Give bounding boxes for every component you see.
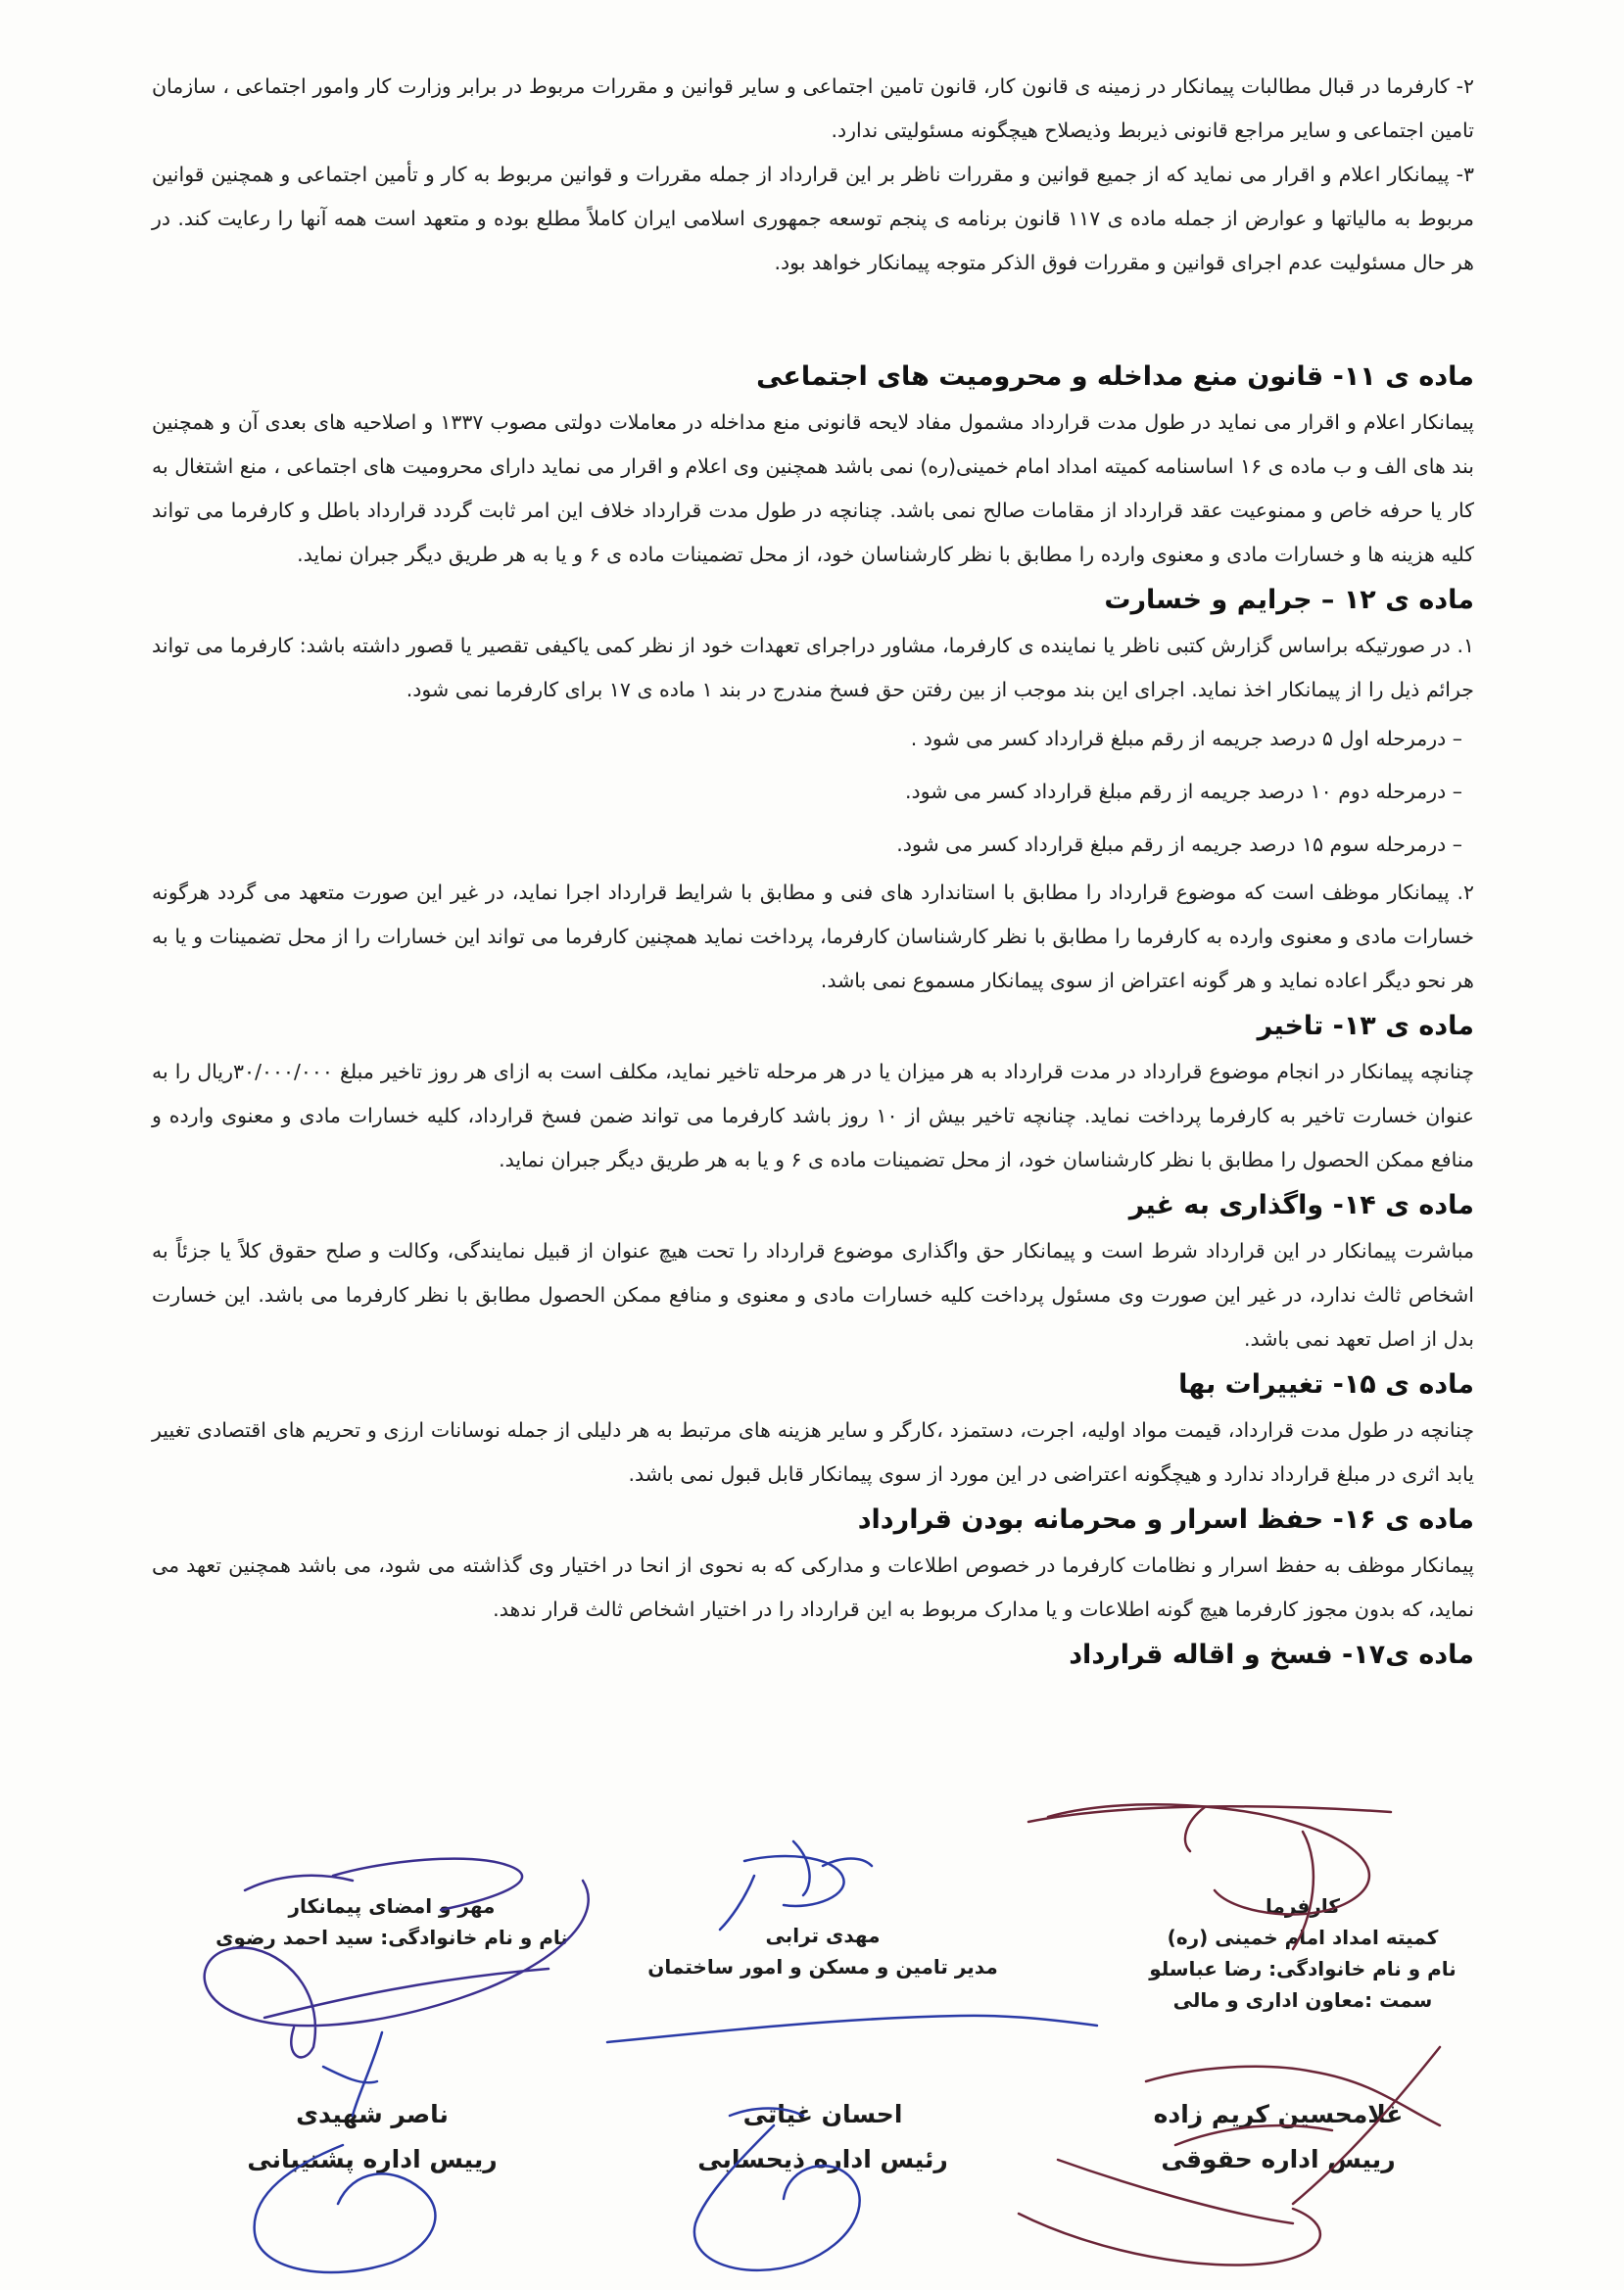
employer-position: سمت :معاون اداری و مالی — [1172, 1988, 1433, 2012]
article-16-heading: ماده ی ۱۶- حفظ اسرار و محرمانه بودن قرارداد — [857, 1504, 1474, 1535]
signer-position: رییس اداره حقوقی — [1161, 2145, 1396, 2173]
article-17-heading: ماده ی۱۷- فسخ و اقاله قرارداد — [1069, 1640, 1474, 1670]
contract-body — [152, 65, 1474, 1679]
article-12-bullet: – درمرحله اول ۵ درصد جریمه از رقم مبلغ قرارداد کسر می شود . — [910, 727, 1462, 750]
contractor-title: مهر و امضای پیمانکار — [288, 1894, 496, 1918]
article-15-heading: ماده ی ۱۵- تغییرات بها — [1178, 1369, 1474, 1400]
article-12-item-2: ۲. پیمانکار موظف است که موضوع قرارداد را مطابق با استاندارد های فنی و مطابق با شرایط قرارداد اجرا نماید، در غیر این صورت متعهد می گردد هرگونه خسارات مادی و معنوی وارده به کارفرما را مطابق با نظر کارشناسان کارفرما، پرداخت نماید همچنین کارفرما می تواند این خسارات را از محل تضمینات و یا به هر نحو دیگر اعاده نماید و هر گونه اعتراض از سوی پیمانکار مسموع نمی باشد. — [152, 881, 1474, 992]
contractor-name: نام و نام خانوادگی: سید احمد رضوی — [215, 1926, 568, 1949]
heading-17-strike — [1028, 1806, 1391, 1822]
spacer — [152, 285, 1474, 354]
article-14-text: مباشرت پیمانکار در این قرارداد شرط است و پیمانکار حق واگذاری موضوع قرارداد را تحت هیچ عنوان از قبیل نمایندگی، وکالت و صلح حقوق کلاً یا جزئاً به اشخاص ثالث ندارد، در غیر این صورت وی مسئول پرداخت کلیه خسارات مادی و معنوی و منافع ممکن الحصول مطابق با نظر کارفرما می باشد. این خسارت بدل از اصل تعهد نمی باشد. — [152, 1239, 1474, 1351]
article-12-heading: ماده ی ۱۲ – جرایم و خسارت — [1104, 585, 1474, 615]
article-13-heading: ماده ی ۱۳- تاخیر — [1257, 1011, 1474, 1041]
article-12-item-1: ۱. در صورتیکه براساس گزارش کتبی ناظر یا نماینده ی کارفرما، مشاور دراجرای تعهدات خود از نظر کمی یاکیفی تقصیر یا قصور داشته باشد: کارفرما می تواند جرائم ذیل را از پیمانکار اخذ نماید. اجرای این بند موجب از بین رفتن حق فسخ مندرج در بند ۱ ماده ی ۱۷ برای کارفرما نمی شود. — [152, 634, 1474, 701]
middle-signer-name: مهدی ترابی — [765, 1924, 881, 1947]
signer-name: غلامحسین کریم زاده — [1153, 2100, 1404, 2128]
employer-title: کارفرما — [1265, 1894, 1341, 1918]
bottom-signature-accounting — [676, 2092, 970, 2182]
employer-org: کمیته امداد امام خمینی (ره) — [1167, 1926, 1439, 1949]
article-14-heading: ماده ی ۱۴- واگذاری به غیر — [1128, 1190, 1474, 1220]
middle-signature-block — [627, 1920, 1019, 1982]
signer-position: رئیس اداره ذیحسابی — [697, 2145, 948, 2173]
bottom-signature-legal — [1117, 2092, 1440, 2182]
contractor-signature-ink — [205, 1859, 589, 2058]
contractor-signature-block — [196, 1890, 588, 1953]
article-13-text: چنانچه پیمانکار در انجام موضوع قرارداد در مدت قرارداد به هر میزان یا در هر مرحله تاخیر نماید، مکلف است به ازای هر روز تاخیر مبلغ ۳۰/۰۰۰/۰۰۰ریال را به عنوان خسارت تاخیر به کارفرما پرداخت نماید. چنانچه تاخیر بیش از ۱۰ روز باشد کارفرما می تواند ضمن فسخ قرارداد، کلیه خسارات مادی و معنوی وارده و منافع ممکن الحصول را مطابق با نظر کارشناسان خود، از محل تضمینات ماده ی ۶ و یا به هر طریق دیگر جبران نماید. — [152, 1060, 1474, 1171]
clause-3: ۳- پیمانکار اعلام و اقرار می نماید که از جمیع قوانین و مقررات ناظر بر این قرارداد از جمله مقررات و قوانین مربوط به کار و تأمین اجتماعی و همچنین قوانین مربوط به مالیاتها و عوارض از جمله ماده ی ۱۱۷ قانون برنامه ی پنجم توسعه جمهوری اسلامی ایران کاملاً مطلع بوده و متعهد است همه آنها را رعایت کند. در هر حال مسئولیت عدم اجرای قوانین و مقررات فوق الذکر متوجه پیمانکار خواهد بود. — [152, 163, 1474, 274]
article-11-heading: ماده ی ۱۱- قانون منع مداخله و محرومیت های اجتماعی — [756, 361, 1474, 392]
signer-name: احسان غیاثی — [742, 2100, 903, 2128]
article-16-text: پیمانکار موظف به حفظ اسرار و نظامات کارفرما در خصوص اطلاعات و مدارکی که به نحوی از انحا در اختیار وی گذاشته می شود، می باشد همچنین تعهد می نماید، که بدون مجوز کارفرما هیچ گونه اطلاعات و یا مدارک مربوط به این قرارداد را در اختیار اشخاص ثالث قرار ندهد. — [152, 1553, 1474, 1621]
clause-2: ۲- کارفرما در قبال مطالبات پیمانکار در زمینه ی قانون کار، قانون تامین اجتماعی و سایر قوانین و مقررات مربوط در برابر وزارت کار وامور اجتماعی ، سازمان تامین اجتماعی و سایر مراجع قانونی ذیربط وذیصلاح هیچگونه مسئولیتی ندارد. — [152, 74, 1474, 142]
employer-name: نام و نام خانوادگی: رضا عباسلو — [1149, 1957, 1457, 1980]
employer-signature-block — [1117, 1890, 1489, 2016]
article-11-text: پیمانکار اعلام و اقرار می نماید در طول مدت قرارداد مشمول مفاد لایحه قانونی منع مداخله در معاملات دولتی مصوب ۱۳۳۷ و اصلاحیه های بعدی آن و همچنین بند های الف و ب ماده ی ۱۶ اساسنامه کمیته امداد امام خمینی(ره) نمی باشد همچنین وی اعلام و اقرار می نماید دارای محرومیت های اجتماعی ، منع اشتغال به کار یا حرفه خاص و ممنوعیت عقد قرارداد از مقامات صالح نمی باشد. چنانچه در طول مدت قرارداد خلاف این امر ثابت گردد قرارداد باطل و کارفرما می تواند کلیه هزینه ها و خسارات مادی و معنوی وارده را مطابق با نظر کارشناسان خود، از محل تضمینات ماده ی ۶ و یا به هر طریق دیگر جبران نماید. — [151, 410, 1474, 566]
bottom-signature-support — [225, 2092, 519, 2182]
article-12-bullet: – درمرحله دوم ۱۰ درصد جریمه از رقم مبلغ قرارداد کسر می شود. — [904, 780, 1462, 803]
article-15-text: چنانچه در طول مدت قرارداد، قیمت مواد اولیه، اجرت، دستمزد ،کارگر و سایر هزینه های مرتبط به هر دلیلی از جمله نوسانات ارزی و تحریم های اقتصادی تغییر یابد اثری در مبلغ قرارداد ندارد و هیچگونه اعتراضی در این مورد از سوی پیمانکار قابل قبول نمی باشد. — [152, 1418, 1474, 1486]
middle-signer-position: مدیر تامین و مسکن و امور ساختمان — [647, 1955, 998, 1979]
signer-name: ناصر شهیدی — [296, 2100, 449, 2128]
article-12-bullet: – درمرحله سوم ۱۵ درصد جریمه از رقم مبلغ قرارداد کسر می شود. — [896, 833, 1462, 856]
signer-position: رییس اداره پشتیبانی — [247, 2145, 498, 2173]
